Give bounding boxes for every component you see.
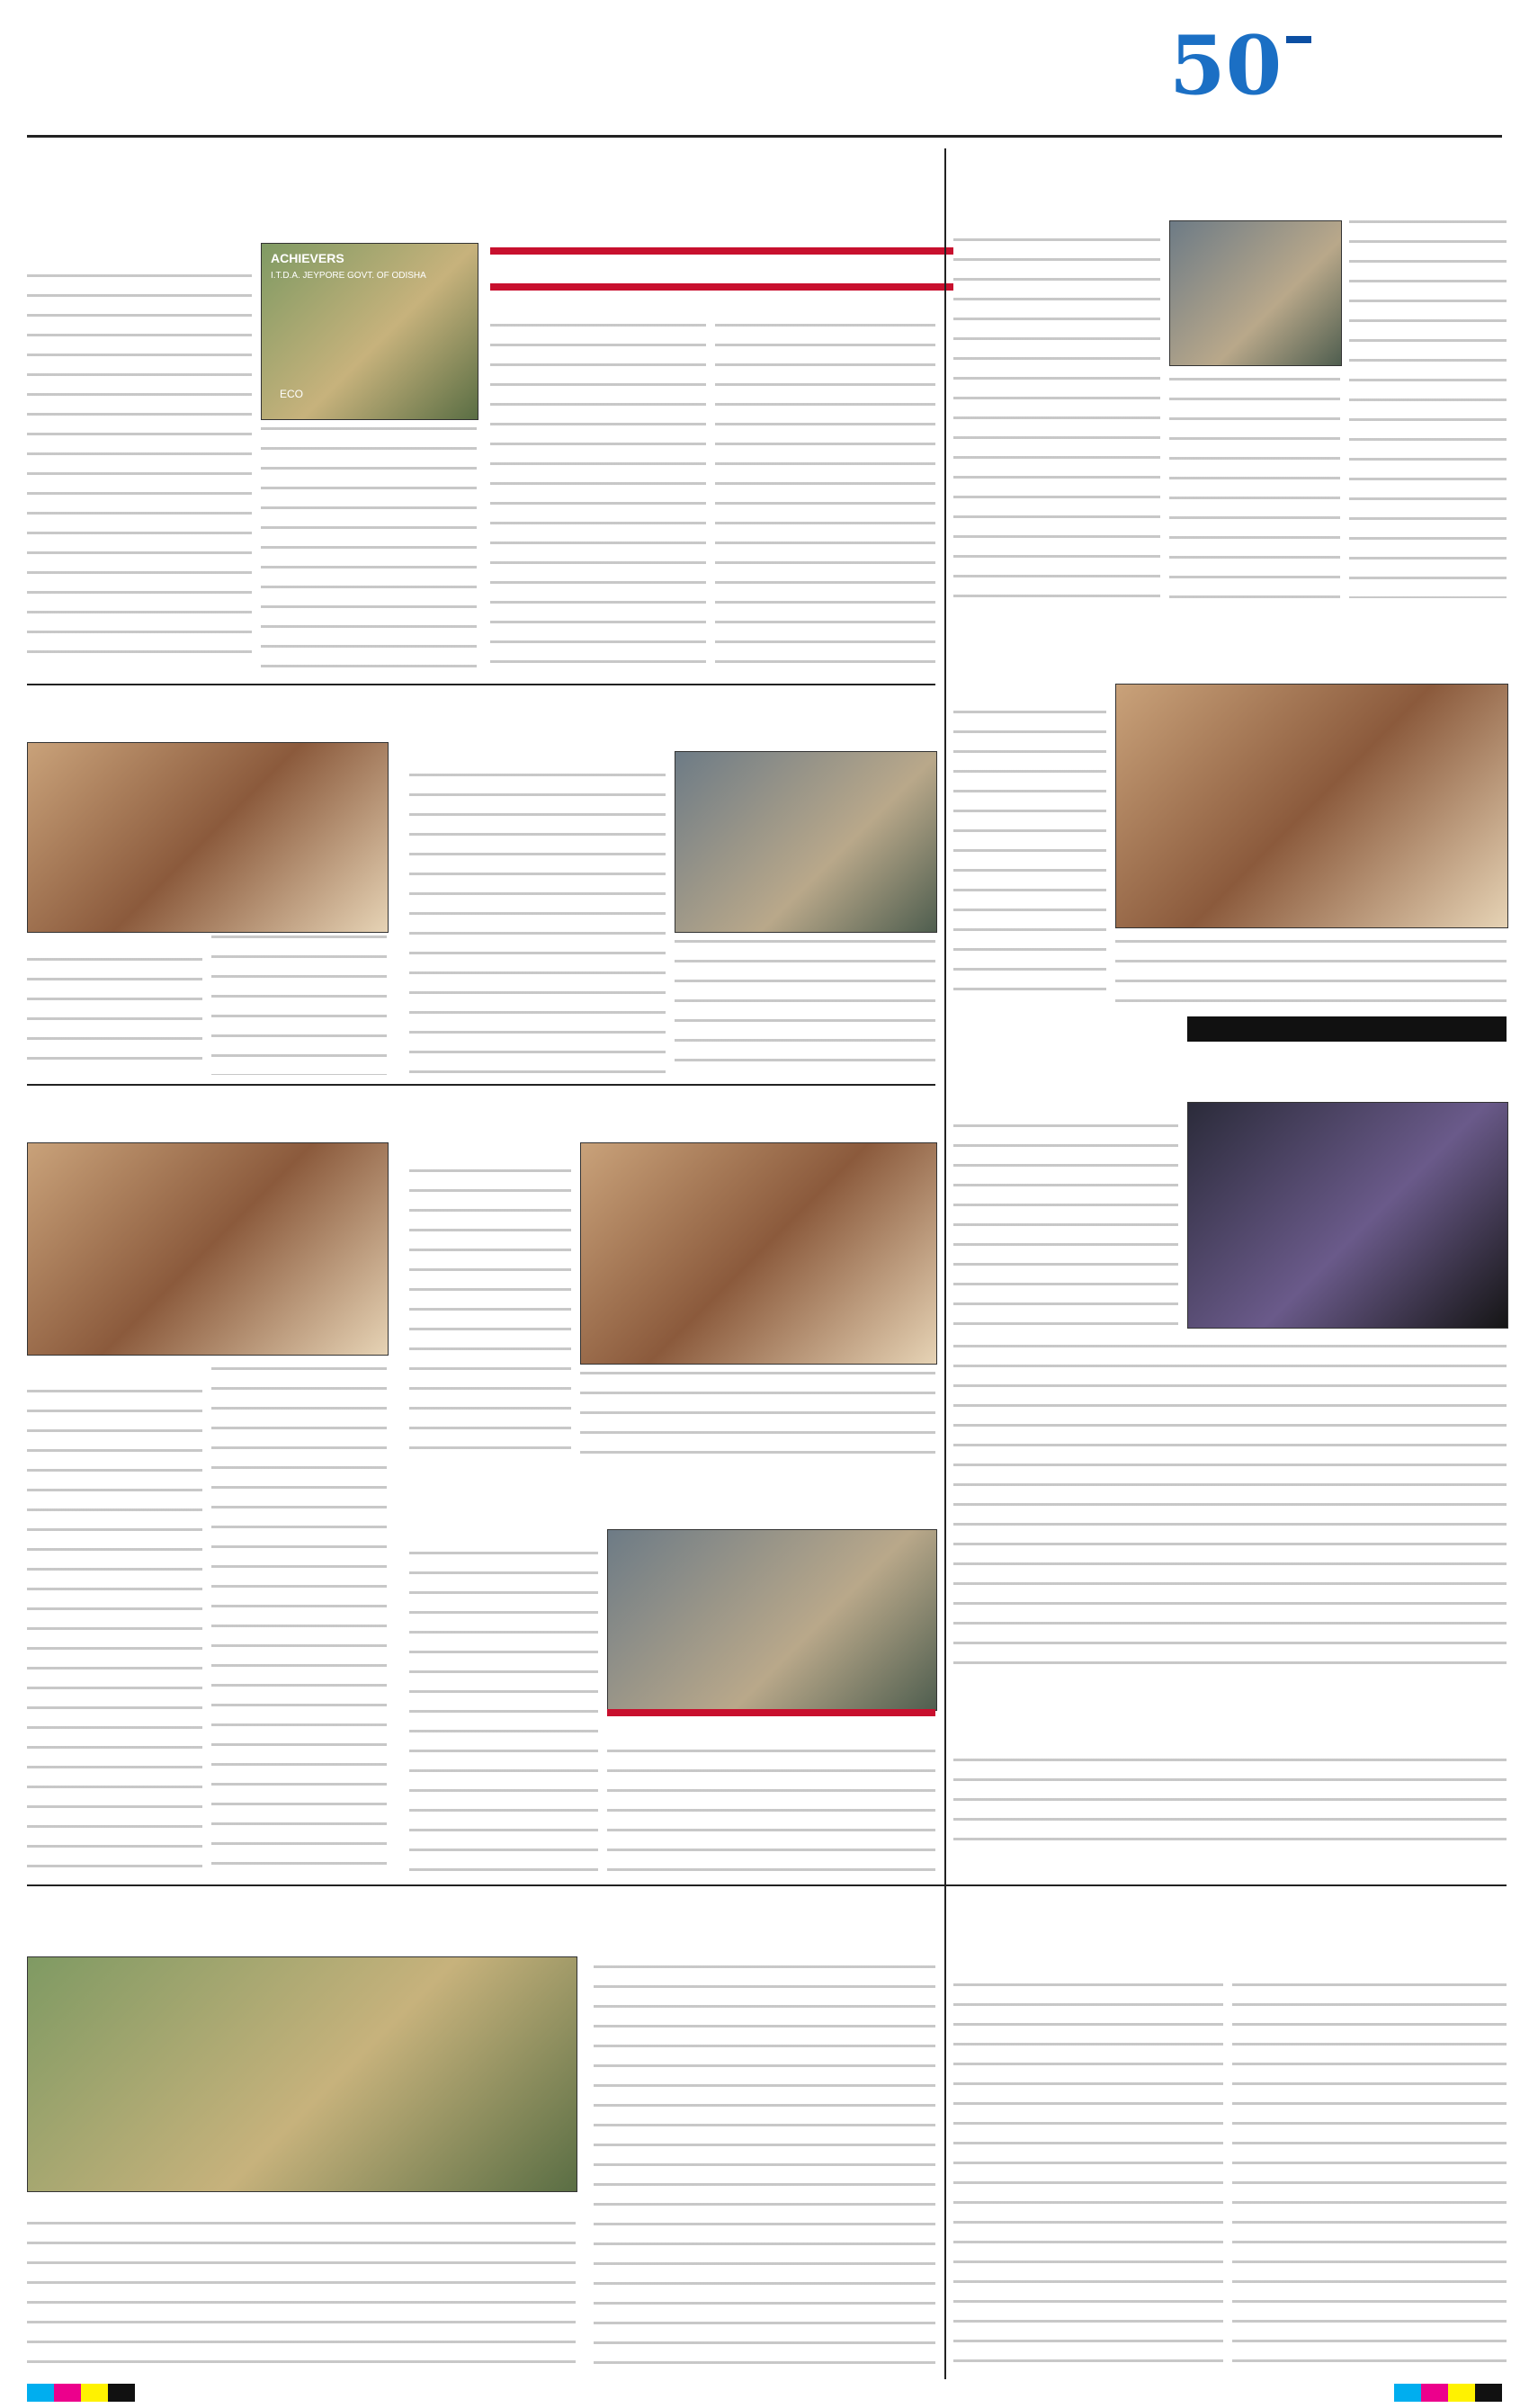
lead-body-col1: [27, 274, 252, 670]
police-officer-photo: [1169, 220, 1342, 366]
human-rights-body: [953, 1759, 1507, 1857]
arrest-body-col1: [953, 238, 1160, 598]
school-gate-photo: [261, 243, 478, 420]
hearing-body-col2: [211, 1367, 387, 1875]
fish-fair-body: [594, 1965, 935, 2370]
newspaper-name: [1286, 36, 1311, 43]
yoga-winners-photo: [1187, 1102, 1508, 1329]
soil-collapse-body: [953, 1124, 1178, 1336]
bdo-relieved-body-col2: [607, 1750, 935, 1875]
callout-box-1: [490, 247, 953, 255]
kharif-body-col2: [1115, 940, 1507, 1007]
rule: [27, 1084, 935, 1086]
bdo-visit-photo: [27, 742, 389, 933]
anniversary-number: 50: [1169, 18, 1283, 113]
road-blockade-body: [27, 2222, 576, 2370]
rule: [27, 684, 935, 685]
march-body-col2: [580, 1372, 935, 1466]
column-rule: [944, 148, 946, 2379]
lead-body-col2: [261, 427, 477, 670]
masthead-rule: [27, 135, 1502, 138]
yoga-body: [953, 1345, 1507, 1678]
signboard-eco: ECO: [280, 388, 304, 400]
housing-body-col2: [675, 940, 935, 1075]
yoga-kicker: [1187, 1016, 1507, 1042]
kharif-body-col1: [953, 711, 1106, 1007]
rule: [27, 1884, 1507, 1886]
arrest-body-col2: [1169, 378, 1340, 598]
arrest-body-col3: [1349, 220, 1507, 598]
color-registration-bar: [27, 2384, 135, 2402]
road-blockade-photo: [27, 1956, 577, 2192]
hearing-body-col1: [27, 1390, 202, 1875]
march-photo: [580, 1142, 937, 1365]
farewell-caption: [607, 1709, 935, 1716]
lead-body-col3: [490, 324, 706, 670]
hearing-photo: [27, 1142, 389, 1356]
retiring-clerk-body-col2: [1232, 1983, 1507, 2370]
callout-box-2: [490, 283, 953, 291]
newspaper-logo: [1169, 18, 1511, 126]
signboard-text: ACHIEVERS: [271, 251, 344, 265]
signboard-subtext: I.T.D.A. JEYPORE GOVT. OF ODISHA: [271, 271, 426, 281]
lead-body-col4: [715, 324, 935, 670]
masthead: [27, 18, 513, 117]
retiring-clerk-body-col1: [953, 1983, 1223, 2370]
mandi-inauguration-photo: [1115, 684, 1508, 928]
farewell-photo: [607, 1529, 937, 1711]
bdo-visit-body-col1: [27, 958, 202, 1075]
march-body-col1: [409, 1169, 571, 1466]
housing-body-col1: [409, 774, 666, 1075]
bdo-visit-body-col2: [211, 935, 387, 1075]
color-registration-bar: [1394, 2384, 1502, 2402]
unfinished-house-photo: [675, 751, 937, 933]
health-kicker: [953, 1866, 1250, 1893]
bdo-relieved-body-col1: [409, 1552, 598, 1875]
